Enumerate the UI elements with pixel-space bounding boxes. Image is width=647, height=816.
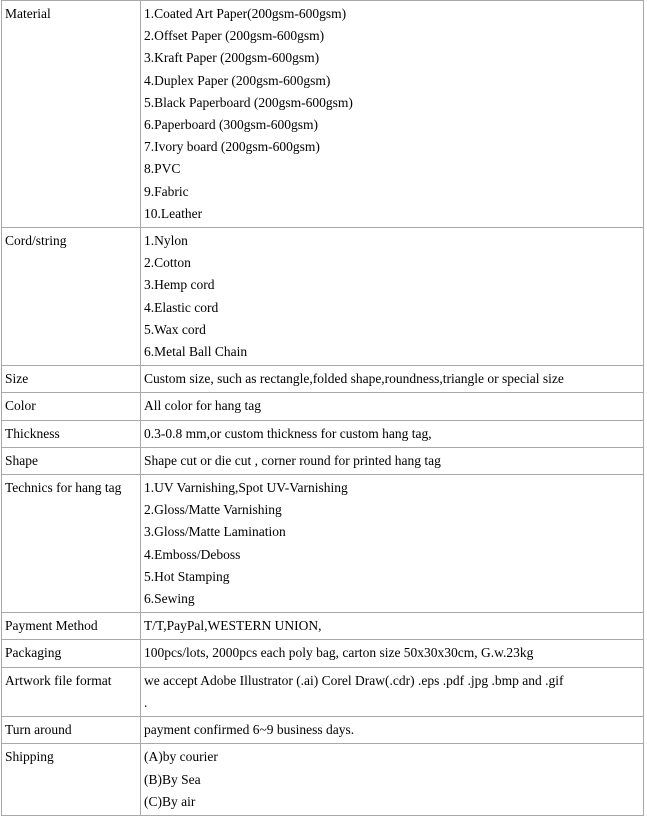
spec-value-line: 9.Fabric [144,183,189,199]
spec-value-line: 1.Coated Art Paper(200gsm-600gsm) [144,6,347,21]
spec-value [141,1,644,228]
spec-value-line: 5.Wax cord [144,321,206,337]
spec-value-line: 2.Offset Paper (200gsm-600gsm) [144,28,325,44]
spec-value-line: T/T,PayPal,WESTERN UNION, [144,618,322,634]
spec-value-line: 1.UV Varnishing,Spot UV-Varnishing [144,480,348,496]
spec-row-turn-around [2,717,644,744]
spec-row-shipping [2,744,644,816]
spec-value [141,475,644,613]
spec-value-line: . [144,694,148,710]
spec-value [141,640,644,667]
specification-table [1,0,644,816]
spec-row-color [2,393,644,420]
spec-label: Material [2,1,141,228]
spec-value-line: 4.Emboss/Deboss [144,546,241,562]
spec-value-line: (B)By Sea [144,771,201,787]
spec-row-material [2,1,644,228]
spec-label: Payment Method [2,613,141,640]
spec-label: Artwork file format [2,667,141,716]
spec-value-line: we accept Adobe Illustrator (.ai) Corel Draw(.cdr) .eps .pdf .jpg .bmp and .gif [144,672,564,688]
spec-label: Shipping [2,744,141,816]
spec-label: Shape [2,447,141,474]
spec-value-line: 7.Ivory board (200gsm-600gsm) [144,139,320,155]
spec-value [141,420,644,447]
specification-table-body [2,1,644,816]
spec-value [141,447,644,474]
spec-label: Size [2,366,141,393]
spec-label: Packaging [2,640,141,667]
spec-value-line: 6.Sewing [144,591,195,607]
spec-value-line: 5.Black Paperboard (200gsm-600gsm) [144,94,353,110]
spec-row-artwork-file-format [2,667,644,716]
spec-value-line: All color for hang tag [144,398,261,414]
spec-value [141,667,644,716]
spec-label: Turn around [2,717,141,744]
spec-value-line: Custom size, such as rectangle,folded shape,roundness,triangle or special size [144,371,564,387]
spec-value [141,366,644,393]
spec-value [141,744,644,816]
spec-row-payment-method [2,613,644,640]
spec-label: Thickness [2,420,141,447]
spec-value-line: 6.Paperboard (300gsm-600gsm) [144,117,318,133]
spec-row-thickness [2,420,644,447]
spec-value-line: 8.PVC [144,161,181,177]
spec-value-line: 100pcs/lots, 2000pcs each poly bag, carton size 50x30x30cm, G.w.23kg [144,645,534,661]
spec-value-line: 4.Duplex Paper (200gsm-600gsm) [144,72,331,88]
spec-value-line: 4.Elastic cord [144,299,219,315]
spec-value-line: (C)By air [144,793,196,809]
spec-value-line: 0.3-0.8 mm,or custom thickness for custom hang tag, [144,425,432,441]
spec-row-shape [2,447,644,474]
spec-value-line: payment confirmed 6~9 business days. [144,722,355,738]
spec-value-line: 6.Metal Ball Chain [144,344,248,360]
spec-row-cord-string [2,228,644,366]
spec-value-line: (A)by courier [144,749,218,765]
spec-value-line: Shape cut or die cut , corner round for printed hang tag [144,452,441,468]
spec-value-line: 5.Hot Stamping [144,568,230,584]
spec-row-packaging [2,640,644,667]
spec-value [141,613,644,640]
spec-value-line: 3.Gloss/Matte Lamination [144,524,286,540]
spec-label: Cord/string [2,228,141,366]
spec-value-line: 3.Kraft Paper (200gsm-600gsm) [144,50,320,66]
spec-row-size [2,366,644,393]
spec-value [141,393,644,420]
spec-value-line: 2.Cotton [144,255,191,271]
spec-value-line: 2.Gloss/Matte Varnishing [144,502,282,518]
spec-value-line: 1.Nylon [144,233,188,249]
spec-value-line: 10.Leather [144,205,203,221]
spec-label: Technics for hang tag [2,475,141,613]
spec-value-line: 3.Hemp cord [144,277,215,293]
spec-value [141,717,644,744]
spec-value [141,228,644,366]
spec-label: Color [2,393,141,420]
spec-row-technics-for-hang-tag [2,475,644,613]
